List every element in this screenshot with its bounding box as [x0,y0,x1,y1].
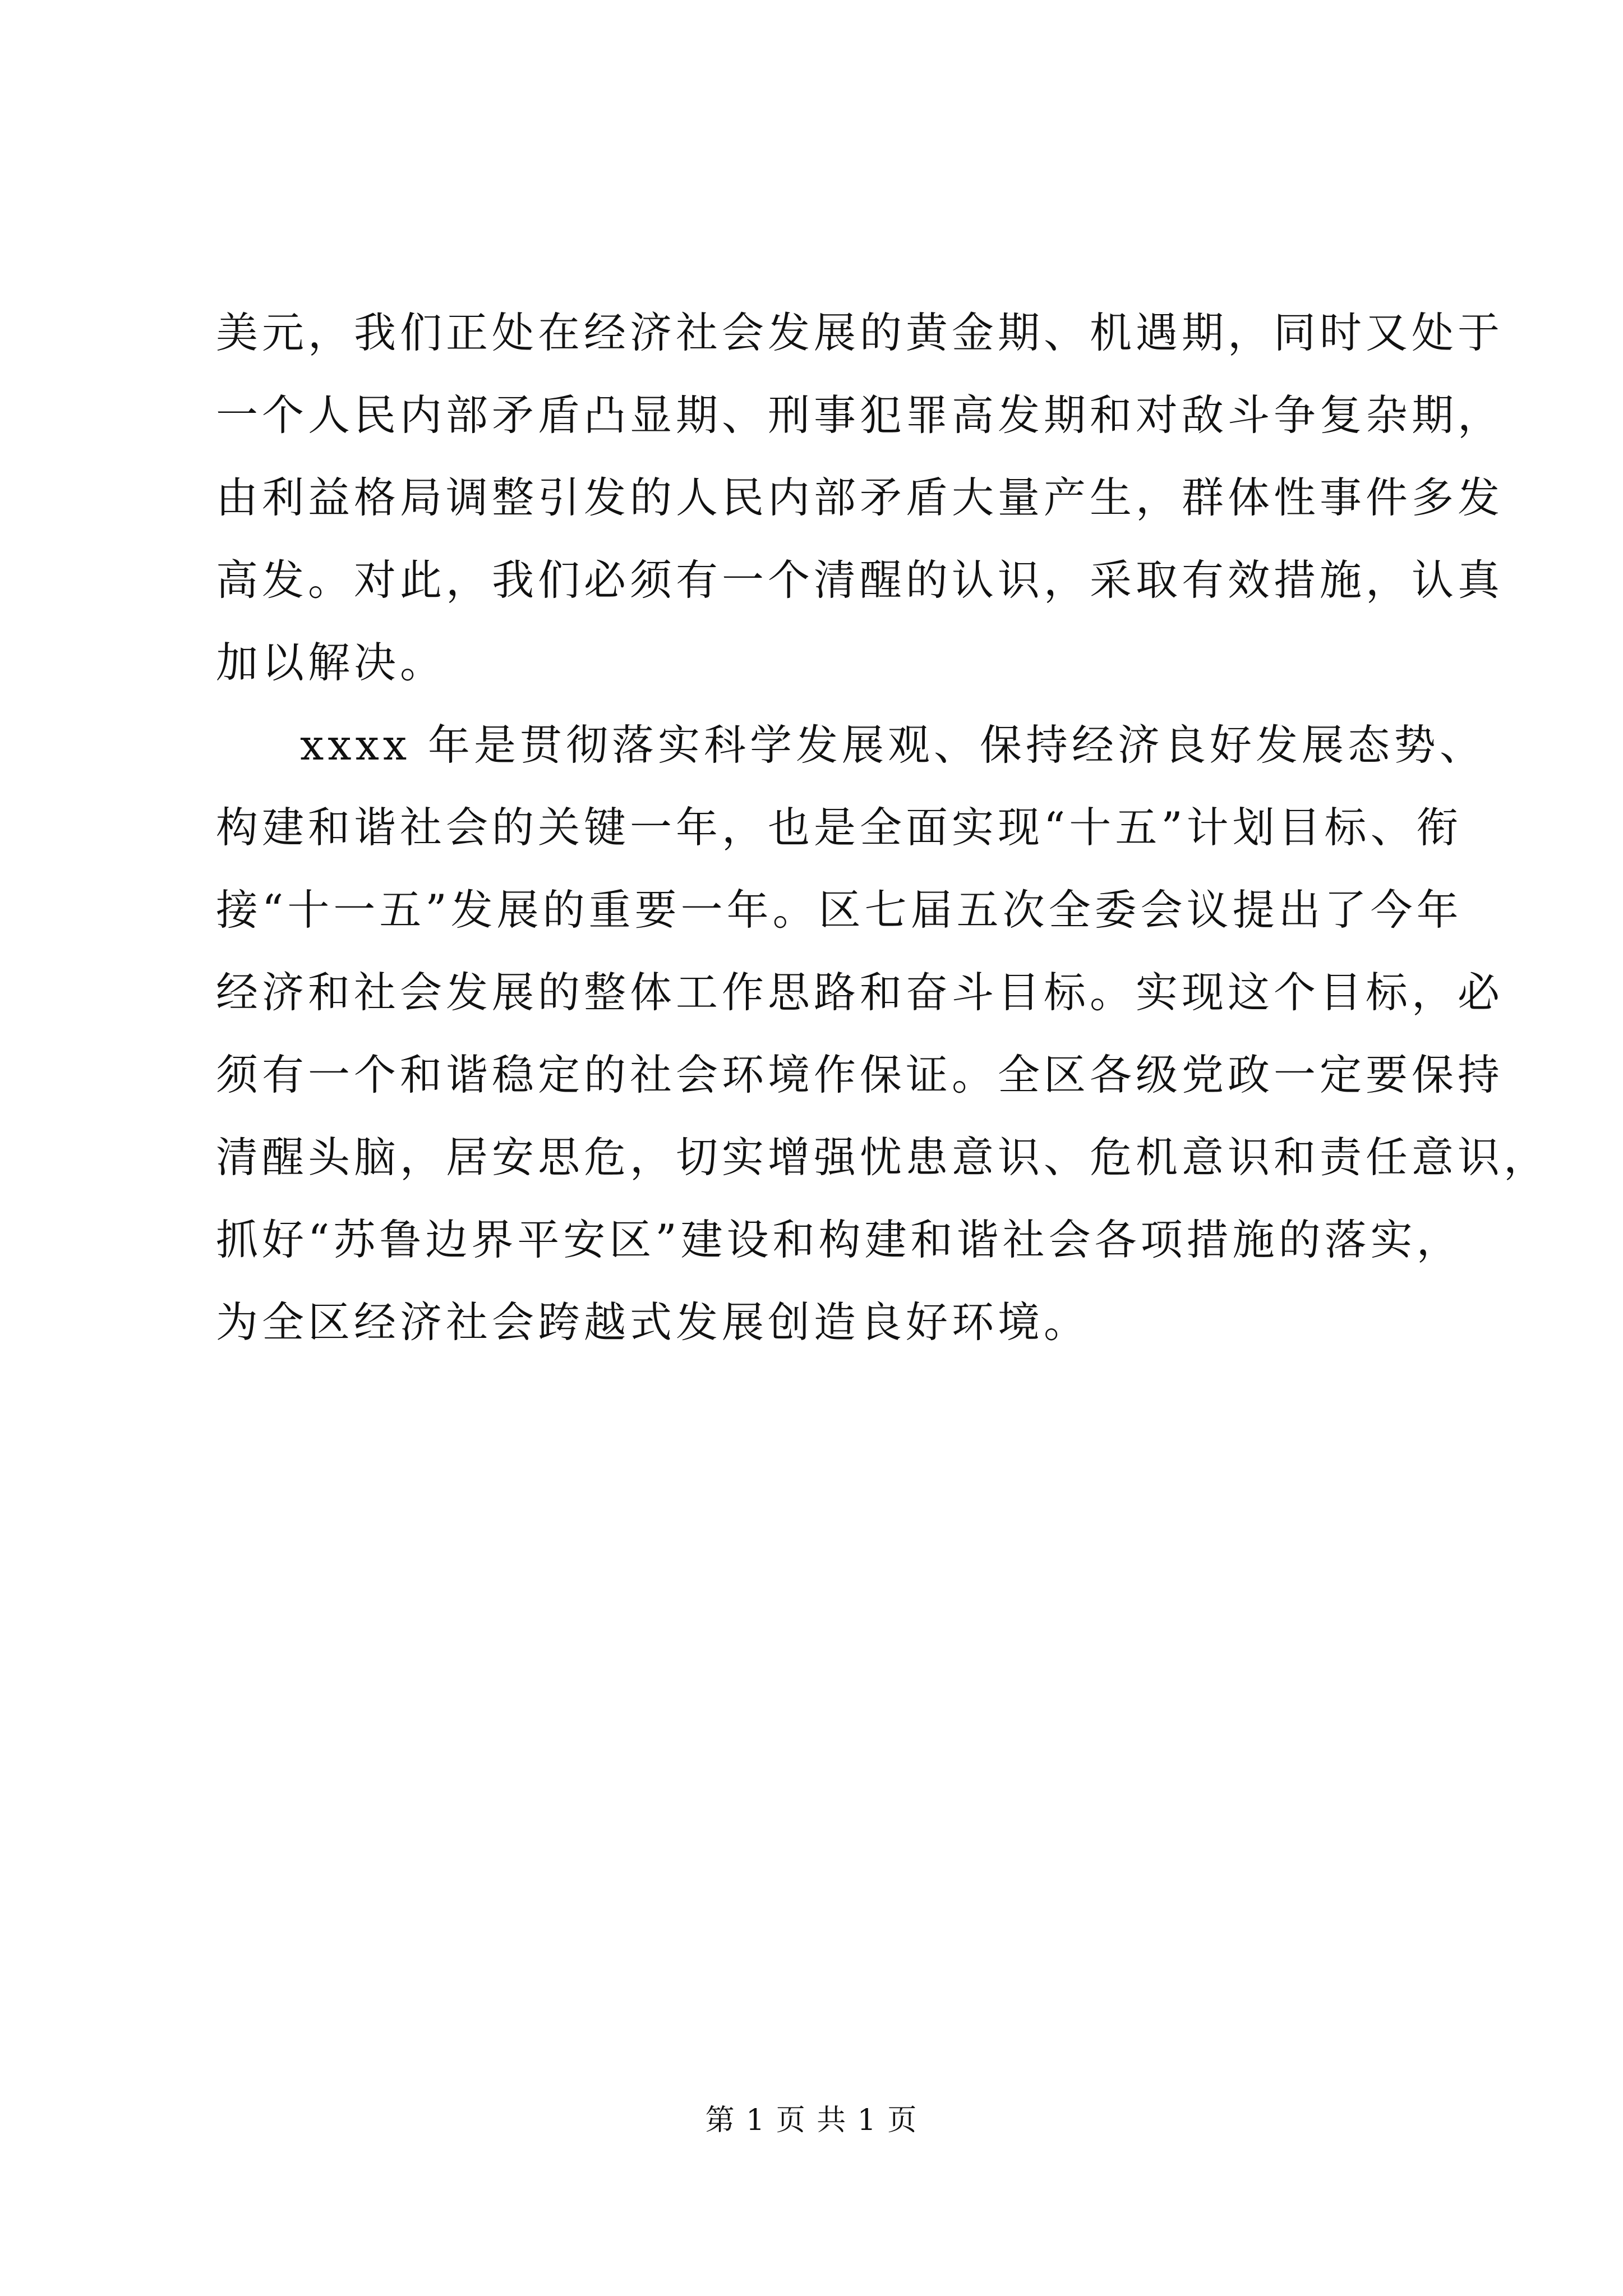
text-line: 构建和谐社会的关键一年，也是全面实现“十五”计划目标、衔 [216,803,1463,852]
text-line: 清醒头脑，居安思危，切实增强忧患意识、危机意识和责任意识， [216,1133,1550,1182]
text-line: 高发。对此，我们必须有一个清醒的认识，采取有效措施，认真 [216,555,1504,605]
text-line: 美元，我们正处在经济社会发展的黄金期、机遇期，同时又处于 [216,308,1504,357]
body-text [216,292,1550,1364]
page-footer: 第 1 页 共 1 页 [705,2104,918,2137]
text-line: 接“十一五”发展的重要一年。区七届五次全委会议提出了今年 [216,885,1463,935]
text-line: 为全区经济社会跨越式发展创造良好环境。 [216,1297,1090,1347]
text-line: 须有一个和谐稳定的社会环境作保证。全区各级党政一定要保持 [216,1050,1504,1099]
text-line: 经济和社会发展的整体工作思路和奋斗目标。实现这个目标，必 [216,968,1504,1017]
text-line: 抓好“苏鲁边界平安区”建设和构建和谐社会各项措施的落实， [216,1215,1463,1264]
text-line: 一个人民内部矛盾凸显期、刑事犯罪高发期和对敌斗争复杂期， [216,390,1504,440]
text-line: 加以解决。 [216,638,446,687]
paragraph-first-line: xxxx 年是贯彻落实科学发展观、保持经济良好发展态势、 [300,720,1486,770]
text-line: 由利益格局调整引发的人民内部矛盾大量产生，群体性事件多发 [216,473,1504,522]
